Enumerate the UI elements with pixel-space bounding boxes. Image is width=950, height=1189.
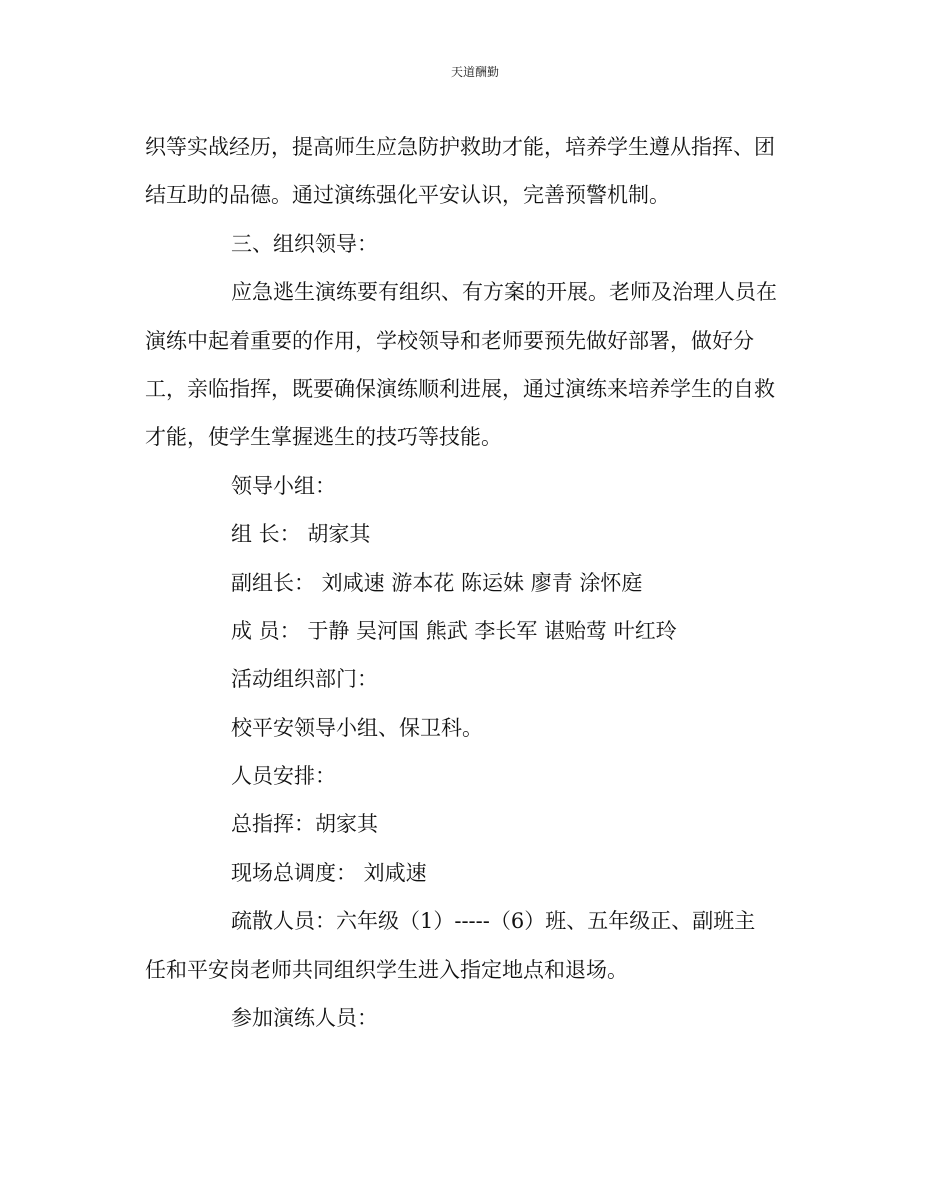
paragraph-line: 应急逃生演练要有组织、有方案的开展。老师及治理人员在	[231, 280, 777, 305]
subheading-leadership-group: 领导小组：	[231, 473, 336, 498]
commander-line: 总指挥：胡家其	[231, 812, 378, 837]
paragraph-line: 工，亲临指挥，既要确保演练顺利进展，通过演练来培养学生的自救	[145, 376, 775, 401]
dispatcher-line: 现场总调度： 刘咸速	[231, 860, 427, 885]
organizing-department-line: 校平安领导小组、保卫科。	[231, 715, 483, 740]
subheading-organizing-department: 活动组织部门：	[231, 667, 378, 692]
paragraph-line: 结互助的品德。通过演练强化平安认识，完善预警机制。	[145, 183, 670, 208]
deputy-leaders-line: 副组长： 刘咸速 游本花 陈运妹 廖青 涂怀庭	[231, 570, 643, 595]
paragraph-line: 才能，使学生掌握逃生的技巧等技能。	[145, 425, 502, 450]
subheading-drill-participants: 参加演练人员：	[231, 1006, 378, 1031]
evacuation-staff-line: 疏散人员：六年级（1）-----（6）班、五年级正、副班主	[231, 909, 756, 934]
paragraph-line: 任和平安岗老师共同组织学生进入指定地点和退场。	[145, 957, 628, 982]
document-body	[145, 123, 815, 1042]
paragraph-line: 织等实战经历，提高师生应急防护救助才能，培养学生遵从指挥、团	[145, 135, 775, 159]
group-leader-line: 组 长： 胡家其	[231, 522, 371, 547]
members-line: 成 员： 于静 吴河国 熊武 李长军 谌贻莺 叶红玲	[231, 618, 677, 643]
subheading-staffing: 人员安排：	[231, 764, 336, 789]
page-header: 天道酬勤	[450, 65, 499, 79]
paragraph-line: 演练中起着重要的作用，学校领导和老师要预先做好部署，做好分	[145, 328, 754, 353]
section-heading: 三、组织领导：	[231, 231, 378, 256]
